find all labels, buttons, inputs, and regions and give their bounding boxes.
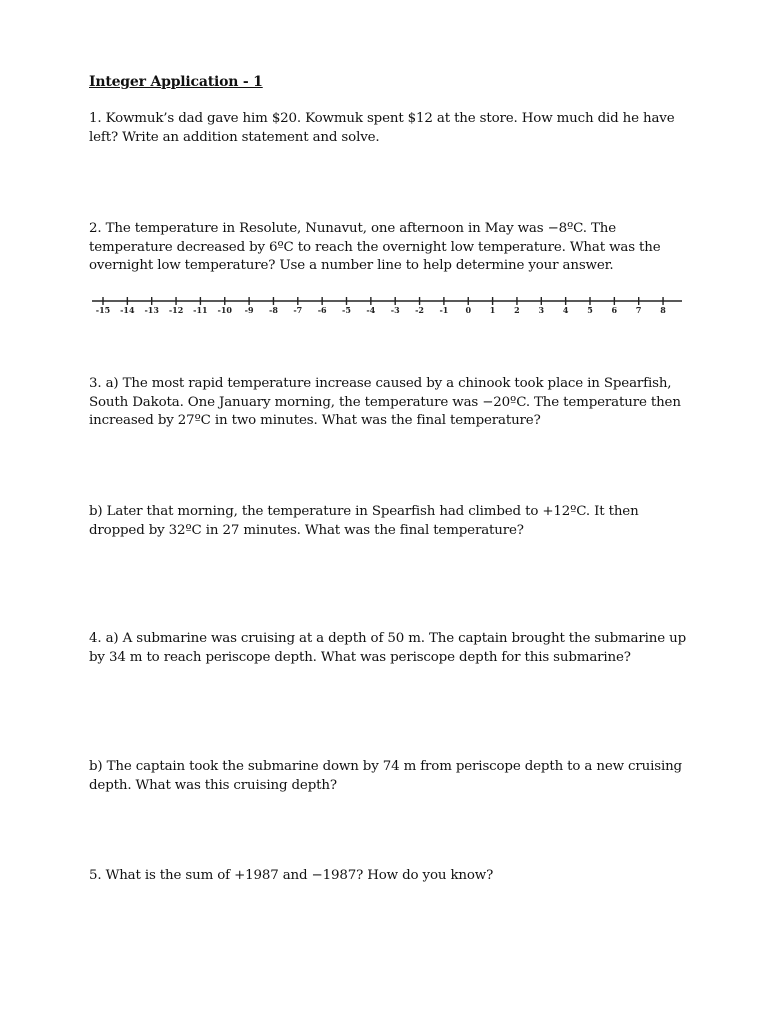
- number-line-label: 0: [465, 305, 472, 315]
- number-line-label: 7: [635, 305, 642, 315]
- number-line-label: -10: [217, 305, 232, 315]
- number-line-label: -8: [269, 305, 278, 315]
- question-3a: 3. a) The most rapid temperature increase caused by a chinook took place in Spearfish, South Dakota. One January morning, the temperature was −20ºC. The temperature then increased by 27ºC in two minutes. What was the final temperature?: [89, 376, 681, 428]
- number-line-label: -12: [168, 305, 184, 315]
- question-4b: b) The captain took the submarine down by 74 m from periscope depth to a new cruising depth. What was this cruising depth?: [89, 759, 682, 793]
- worksheet-title: Integer Application - 1: [89, 74, 263, 90]
- question-2: 2. The temperature in Resolute, Nunavut, one afternoon in May was −8ºC. The temperature decreased by 6ºC to reach the overnight low temperature. What was the overnight low temperature? Use a number line to help determine your answer.: [89, 221, 661, 273]
- number-line-label: -4: [366, 305, 376, 315]
- number-line-label: -9: [244, 305, 254, 315]
- number-line: [92, 293, 684, 317]
- number-line-label: -6: [317, 305, 327, 315]
- question-1: 1. Kowmuk’s dad gave him $20. Kowmuk spent $12 at the store. How much did he have left? Write an addition statement and solve.: [89, 111, 675, 145]
- number-line-label: 6: [611, 305, 618, 315]
- question-4a: 4. a) A submarine was cruising at a depth of 50 m. The captain brought the submarine up by 34 m to reach periscope depth. What was periscope depth for this submarine?: [89, 631, 687, 665]
- question-5: 5. What is the sum of +1987 and −1987? How do you know?: [89, 868, 494, 883]
- number-line-label: 4: [562, 305, 569, 315]
- number-line-label: -14: [120, 305, 135, 315]
- number-line-label: -13: [144, 305, 159, 315]
- number-line-label: 2: [514, 305, 520, 315]
- question-3b: b) Later that morning, the temperature in Spearfish had climbed to +12ºC. It then dropped by 32ºC in 27 minutes. What was the final temperature?: [89, 504, 639, 538]
- number-line-label: 3: [538, 305, 545, 315]
- number-line-label: 5: [587, 305, 593, 315]
- number-line-label: -3: [390, 305, 400, 315]
- number-line-label: -7: [293, 305, 303, 315]
- number-line-label: -1: [439, 305, 449, 315]
- number-line-label: -5: [342, 305, 351, 315]
- number-line-label: -15: [95, 305, 111, 315]
- number-line-label: 1: [489, 305, 496, 315]
- number-line-label: -2: [415, 305, 424, 315]
- number-line-label: 8: [660, 305, 666, 315]
- number-line-label: -11: [193, 305, 208, 315]
